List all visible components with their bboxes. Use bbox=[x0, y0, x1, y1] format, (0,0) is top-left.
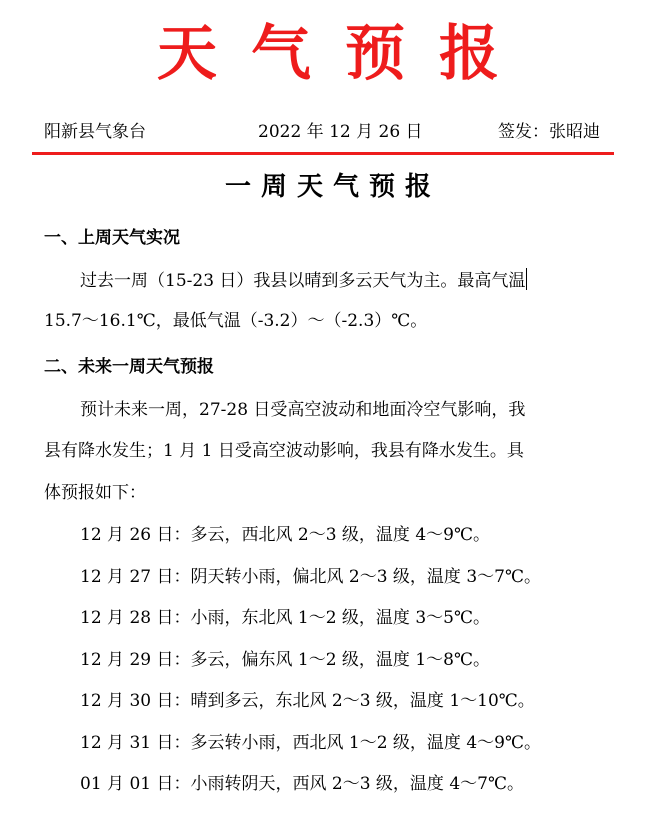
paragraph-line: 县有降水发生；1 月 1 日受高空波动影响，我县有降水发生。具 bbox=[44, 441, 524, 461]
issuer-name: 阳新县气象台 bbox=[44, 122, 146, 142]
paragraph-line[interactable]: 过去一周（15-23 日）我县以晴到多云天气为主。最高气温 bbox=[80, 268, 527, 293]
forecast-line: 12 月 31 日：多云转小雨，西北风 1～2 级，温度 4～9℃。 bbox=[80, 733, 541, 753]
issue-date: 2022 年 12 月 26 日 bbox=[258, 122, 423, 142]
issuer-row bbox=[44, 120, 614, 144]
paragraph-line: 15.7～16.1℃，最低气温（-3.2）～（-2.3）℃。 bbox=[44, 311, 428, 331]
document-title: 一周天气预报 bbox=[224, 172, 441, 202]
text-cursor bbox=[526, 268, 527, 290]
forecast-line: 01 月 01 日：小雨转阴天，西风 2～3 级，温度 4～7℃。 bbox=[80, 774, 524, 794]
forecast-line: 12 月 28 日：小雨，东北风 1～2 级，温度 3～5℃。 bbox=[80, 608, 490, 628]
forecast-line: 12 月 26 日：多云，西北风 2～3 级，温度 4～9℃。 bbox=[80, 525, 490, 545]
red-divider bbox=[32, 152, 614, 155]
masthead-title: 天气预报 bbox=[157, 19, 533, 89]
paragraph-line: 体预报如下： bbox=[44, 483, 146, 503]
signer: 签发：张昭迪 bbox=[498, 122, 600, 142]
forecast-line: 12 月 30 日：晴到多云，东北风 2～3 级，温度 1～10℃。 bbox=[80, 691, 535, 711]
section-heading-last-week: 一、上周天气实况 bbox=[44, 228, 180, 248]
forecast-line: 12 月 29 日：多云，偏东风 1～2 级，温度 1～8℃。 bbox=[80, 650, 490, 670]
paragraph-line: 预计未来一周，27-28 日受高空波动和地面冷空气影响，我 bbox=[80, 400, 526, 420]
forecast-line: 12 月 27 日：阴天转小雨，偏北风 2～3 级，温度 3～7℃。 bbox=[80, 567, 541, 587]
section-heading-next-week: 二、未来一周天气预报 bbox=[44, 357, 214, 377]
